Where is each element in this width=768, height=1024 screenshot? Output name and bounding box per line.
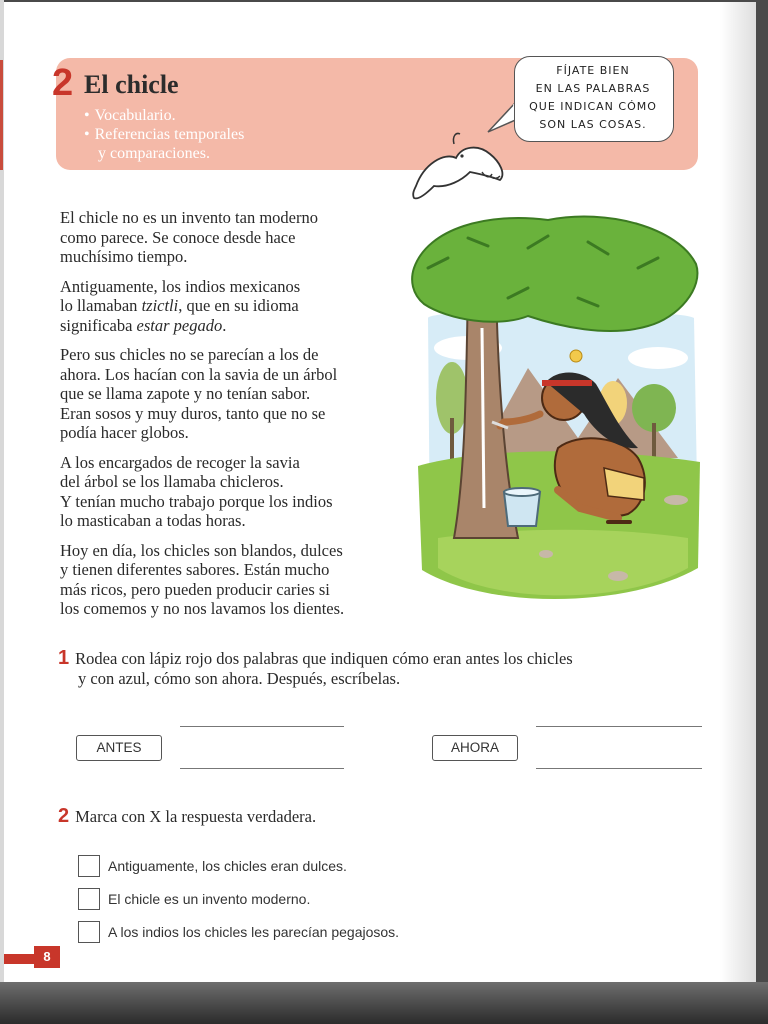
text-line: muchísimo tiempo. xyxy=(60,247,188,266)
antes-tag: ANTES xyxy=(76,735,162,761)
unit-title: El chicle xyxy=(84,70,179,99)
bullet-icon: • xyxy=(84,107,90,124)
text-line: del árbol se los llamaba chicleros. xyxy=(60,472,284,491)
text-line: los comemos y no nos lavamos los dientes. xyxy=(60,599,345,618)
checkbox[interactable] xyxy=(78,855,100,877)
speech-line: QUE INDICAN CÓMO xyxy=(529,100,657,113)
antes-answer-line-2[interactable] xyxy=(180,768,344,769)
ahora-answer-line-1[interactable] xyxy=(536,726,702,727)
answer-option xyxy=(78,888,310,910)
text-line: que se llama zapote y no tenían sabor. xyxy=(60,384,311,403)
page-number: 8 xyxy=(34,946,60,968)
italic-phrase: estar pegado xyxy=(136,315,223,335)
exercise-2-instruction: Marca con X la respuesta verdadera. xyxy=(75,807,317,826)
text-line: lo llamaban tzictli, que en su idioma xyxy=(60,296,299,315)
text-line: ahora. Los hacían con la savia de un árbol xyxy=(60,364,338,384)
checkbox[interactable] xyxy=(78,888,100,910)
story-paragraph xyxy=(60,453,400,531)
reading-text xyxy=(60,208,400,629)
text-line: Antiguamente, los indios mexicanos xyxy=(60,276,301,296)
text-line: Eran sosos y muy duros, tanto que no se xyxy=(60,403,326,423)
page-number-band xyxy=(4,954,34,964)
text-line: A los encargados de recoger la savia xyxy=(60,452,300,472)
text-line: Hoy en día, los chicles son blandos, dulces xyxy=(60,540,343,560)
bullet-icon: • xyxy=(84,126,90,143)
story-paragraph xyxy=(60,277,400,336)
option-label: Antiguamente, los chicles eran dulces. xyxy=(108,858,347,874)
exercise-2 xyxy=(58,806,316,827)
topic-item: • Referencias temporales xyxy=(84,126,245,143)
speech-bubble-text xyxy=(514,62,672,134)
scan-bottom-background xyxy=(0,982,768,1024)
option-label: A los indios los chicles les parecían pegajosos. xyxy=(108,924,400,940)
antes-answer-line-1[interactable] xyxy=(180,726,344,727)
text-line: como parece. Se conoce desde hace xyxy=(60,227,296,247)
ahora-tag: AHORA xyxy=(432,735,518,761)
text-line: lo masticaban a todas horas. xyxy=(60,511,246,530)
topic-item: • Vocabulario. xyxy=(84,107,176,124)
speech-line: SON LAS COSAS. xyxy=(539,118,647,131)
text-line: significaba estar pegado. xyxy=(60,315,227,335)
topic-item-continuation: y comparaciones. xyxy=(98,145,210,162)
story-paragraph xyxy=(60,208,400,267)
exercise-1-instruction-line-1: Rodea con lápiz rojo dos palabras que indiquen cómo eran antes los chicles xyxy=(75,649,573,668)
ahora-answer-line-2[interactable] xyxy=(536,768,702,769)
text-line: más ricos, pero pueden producir caries si xyxy=(60,579,330,599)
option-label: El chicle es un invento moderno. xyxy=(108,891,311,907)
story-paragraph xyxy=(60,345,400,443)
speech-line: EN LAS PALABRAS xyxy=(535,82,651,95)
exercise-1-instruction-line-2: y con azul, cómo son ahora. Después, escríbelas. xyxy=(78,669,401,688)
exercise-number: 1 xyxy=(58,647,70,669)
exercise-1 xyxy=(58,648,573,689)
italic-word: tzictli xyxy=(141,296,179,315)
chiclero-illustration xyxy=(408,208,702,608)
text-line: El chicle no es un invento tan moderno xyxy=(60,208,318,227)
story-paragraph xyxy=(60,541,400,619)
bird-mascot-icon xyxy=(404,124,514,204)
red-margin-mark xyxy=(0,60,3,170)
answer-option xyxy=(78,921,399,943)
text-line: y tienen diferentes sabores. Están mucho xyxy=(60,560,330,579)
page-gutter-shadow xyxy=(720,2,756,982)
checkbox[interactable] xyxy=(78,921,100,943)
speech-line: FÍJATE BIEN xyxy=(556,64,630,77)
exercise-number: 2 xyxy=(58,805,70,827)
text-line: podía hacer globos. xyxy=(60,423,189,442)
unit-number: 2 xyxy=(52,62,74,104)
unit-topics xyxy=(84,106,244,163)
text-line: Y tenían mucho trabajo porque los indios xyxy=(60,491,333,511)
text-line: Pero sus chicles no se parecían a los de xyxy=(60,345,319,364)
answer-option xyxy=(78,855,347,877)
